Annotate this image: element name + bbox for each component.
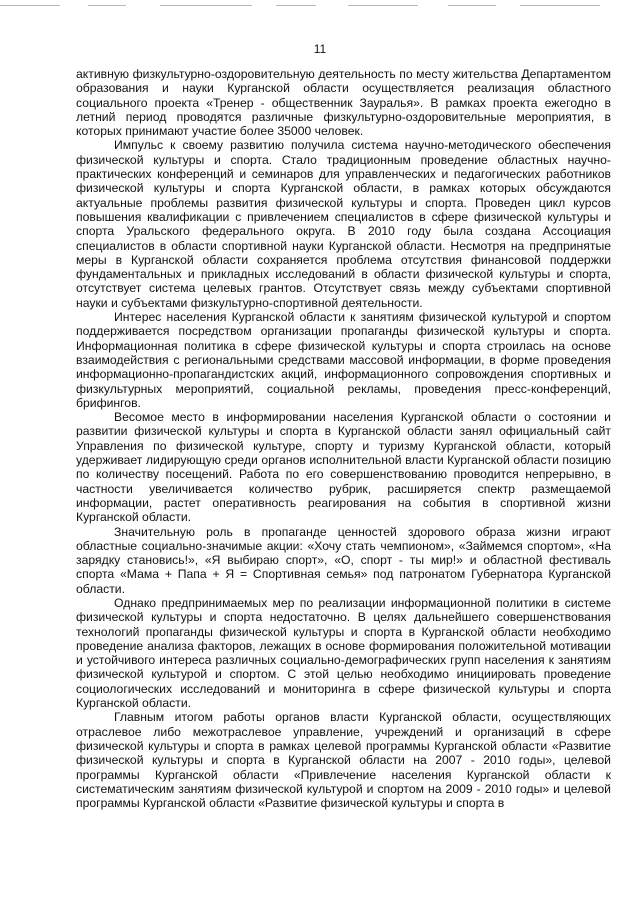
page-number: 11 — [313, 42, 327, 56]
paragraph: Главным итогом работы органов власти Курганской области, осуществляющих отраслевое либо межотраслевое управление, учреждений и организаций в сфере физической культуры и спорта в рамках целевой программы Курганской области «Развитие физической культуры и спорта в Курганской области на 2007 - 2010 годы», целевой программы Курганской области «Привлечение населения Курганской области к систематическим занятиям физической культурой и спортом на 2009 - 2010 годы» и целевой программы Курганской области «Развитие физической культуры и спорта в — [76, 710, 611, 811]
paragraph: Импульс к своему развитию получила система научно-методического обеспечения физической культуры и спорта. Стало традиционным проведение областных научно-практических конференций и семинаров для управленческих и педагогических работников физической культуры и спорта Курганской области, в рамках которых обсуждаются актуальные проблемы развития физической культуры и спорта. Проведен цикл курсов повышения квалификации с привлечением специалистов в сфере физической культуры и спорта Уральского федерального округа. В 2010 году была создана Ассоциация специалистов в области спортивной науки Курганской области. Несмотря на предпринятые меры в Курганской области сохраняется проблема отсутствия финансовой поддержки фундаментальных и прикладных исследований в области физической культуры и спорта, отсутствует система целевых грантов. Отсутствует связь между субъектами спортивной науки и субъектами физкультурно-спортивной деятельности. — [76, 138, 611, 310]
paragraph: Однако предпринимаемых мер по реализации информационной политики в системе физической культуры и спорта недостаточно. В целях дальнейшего совершенствования технологий пропаганды физической культуры и спорта в Курганской области необходимо проведение анализа факторов, лежащих в основе формирования положительной мотивации и устойчивого интереса различных социально-демографических групп населения к занятиям физической культурой и спортом. С этой целью необходимо инициировать проведение социологических исследований и мониторинга в сфере физической культуры и спорта Курганской области. — [76, 595, 611, 711]
paragraph: Интерес населения Курганской области к занятиям физической культурой и спортом поддерживается посредством организации пропаганды физической культуры и спорта. Информационная политика в сфере физической культуры и спорта строилась на основе взаимодействия с региональными средствами массовой информации, в форме проведения информационно-пропагандистских акций, информационного сопровождения спортивных и физкультурных мероприятий, социальной рекламы, проведения пресс-конференций, брифингов. — [76, 310, 611, 410]
paragraph: активную физкультурно-оздоровительную деятельность по месту жительства Департаментом образования и науки Курганской области осуществляется реализация областного социального проекта «Тренер - общественник Зауралья». В рамках проекта ежегодно в летний период проводятся различные физкультурно-оздоровительные мероприятия, в которых принимают участие более 35000 человек. — [76, 67, 611, 139]
paragraph: Значительную роль в пропаганде ценностей здорового образа жизни играют областные социально-значимые акции: «Хочу стать чемпионом», «Займемся спортом», «На зарядку становись!», «Я выбираю спорт», «О, спорт - ты мир!» и областной фестиваль спорта «Мама + Папа + Я = Спортивная семья» под патронатом Губернатора Курганской области. — [76, 524, 611, 596]
document-body — [76, 67, 611, 810]
scan-edge-artifacts — [0, 0, 640, 14]
paragraph: Весомое место в информировании населения Курганской области о состоянии и развитии физической культуры и спорта в Курганской области занял официальный сайт Управления по физической культуре, спорту и туризму Курганской области, который удерживает лидирующую среди органов исполнительной власти Курганской области позицию по количеству посещений. Работа по его совершенствованию проводится непрерывно, в частности увеличивается количество рубрик, расширяется спектр размещаемой информации, растет оперативность реагирования на события в спортивной жизни Курганской области. — [76, 410, 611, 525]
